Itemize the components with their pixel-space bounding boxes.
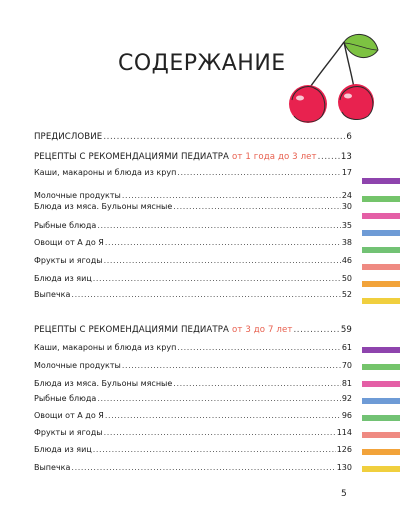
toc-entry-label: РЕЦЕПТЫ С РЕКОМЕНДАЦИЯМИ ПЕДИАТРА: [34, 152, 230, 162]
toc-entry[interactable]: [34, 408, 352, 424]
toc-entry[interactable]: [34, 271, 352, 287]
section-color-tab: [362, 230, 400, 236]
toc-page-number: 126: [336, 445, 352, 454]
toc-entry-label: Каши, макароны и блюда из круп: [34, 343, 177, 352]
section-color-tab: [362, 196, 400, 202]
toc-entry-label: Овощи от А до Я: [34, 238, 104, 247]
section-color-tab: [362, 264, 400, 270]
cherry-illustration: [282, 28, 382, 126]
toc-entry[interactable]: [34, 235, 352, 251]
toc-entry[interactable]: [34, 287, 352, 303]
toc-dot-leader: [97, 391, 341, 407]
toc-dot-leader: [104, 425, 336, 441]
toc-page-number: 96: [341, 411, 352, 420]
toc-dot-leader: [293, 322, 339, 338]
toc-section-heading[interactable]: [34, 322, 352, 338]
toc-page-number: 13: [340, 152, 352, 162]
toc-page-number: 52: [341, 290, 352, 299]
toc-entry-label: РЕЦЕПТЫ С РЕКОМЕНДАЦИЯМИ ПЕДИАТРА: [34, 325, 230, 335]
toc-entry-label: ПРЕДИСЛОВИЕ: [34, 132, 103, 142]
toc-entry[interactable]: [34, 460, 352, 476]
toc-dot-leader: [177, 165, 341, 181]
toc-entry-label: Фрукты и ягоды: [34, 428, 103, 437]
toc-entry[interactable]: [34, 376, 352, 392]
toc-entry-label: Фрукты и ягоды: [34, 256, 103, 265]
toc-entry-label: Выпечка: [34, 463, 71, 472]
toc-dot-leader: [105, 408, 341, 424]
page-number: 5: [341, 489, 347, 499]
toc-page-number: 24: [341, 191, 352, 200]
toc-entry[interactable]: [34, 218, 352, 234]
toc-dot-leader: [93, 442, 336, 458]
toc-dot-leader: [122, 358, 341, 374]
toc-section-heading[interactable]: [34, 149, 352, 165]
section-color-tab: [362, 466, 400, 472]
toc-entry[interactable]: [34, 340, 352, 356]
toc-page-number: 59: [340, 325, 352, 335]
toc-page-number: 70: [341, 361, 352, 370]
toc-dot-leader: [318, 149, 340, 165]
section-color-tab: [362, 281, 400, 287]
toc-dot-leader: [71, 460, 335, 476]
toc-page-number: 38: [341, 238, 352, 247]
toc-entry[interactable]: [34, 253, 352, 269]
toc-page-number: 130: [336, 463, 352, 472]
section-color-tab: [362, 213, 400, 219]
toc-entry[interactable]: [34, 199, 352, 215]
section-color-tab: [362, 449, 400, 455]
toc-dot-leader: [97, 218, 341, 234]
toc-entry-label: Выпечка: [34, 290, 71, 299]
toc-entry-label: Рыбные блюда: [34, 221, 97, 230]
section-color-tab: [362, 364, 400, 370]
toc-entry[interactable]: [34, 391, 352, 407]
toc-entry-label: Рыбные блюда: [34, 394, 97, 403]
toc-age-range: от 1 года до 3 лет: [232, 152, 317, 162]
toc-page-number: 81: [341, 379, 352, 388]
toc-page-number: 114: [336, 428, 352, 437]
toc-page-number: 46: [341, 256, 352, 265]
toc-entry[interactable]: [34, 442, 352, 458]
toc-dot-leader: [104, 253, 341, 269]
toc-dot-leader: [177, 340, 341, 356]
page-title: СОДЕРЖАНИЕ: [118, 51, 286, 76]
toc-entry-label: Каши, макароны и блюда из круп: [34, 168, 177, 177]
toc-age-range: от 3 до 7 лет: [232, 325, 293, 335]
toc-entry-label: Блюда из яиц: [34, 274, 92, 283]
toc-page-number: 50: [341, 274, 352, 283]
section-color-tab: [362, 298, 400, 304]
section-color-tab: [362, 398, 400, 404]
toc-dot-leader: [71, 287, 340, 303]
section-color-tab: [362, 178, 400, 184]
toc-entry-label: Молочные продукты: [34, 191, 121, 200]
toc-entry-label: Блюда из яиц: [34, 445, 92, 454]
toc-section-heading[interactable]: [34, 129, 352, 145]
toc-page-number: 92: [341, 394, 352, 403]
toc-page-number: 61: [341, 343, 352, 352]
toc-entry[interactable]: [34, 425, 352, 441]
toc-entry-label: Молочные продукты: [34, 361, 121, 370]
toc-entry[interactable]: [34, 165, 352, 181]
section-color-tab: [362, 347, 400, 353]
toc-entry[interactable]: [34, 358, 352, 374]
toc-dot-leader: [173, 376, 341, 392]
toc-entry-label: Овощи от А до Я: [34, 411, 104, 420]
section-color-tab: [362, 415, 400, 421]
toc-dot-leader: [93, 271, 341, 287]
section-color-tab: [362, 247, 400, 253]
toc-page-number: 30: [341, 202, 352, 211]
toc-page-number: 17: [341, 168, 352, 177]
toc-dot-leader: [103, 129, 345, 145]
toc-page-number: 35: [341, 221, 352, 230]
toc-entry-label: Блюда из мяса. Бульоны мясные: [34, 202, 173, 211]
toc-dot-leader: [173, 199, 341, 215]
toc-dot-leader: [105, 235, 341, 251]
toc-entry-label: Блюда из мяса. Бульоны мясные: [34, 379, 173, 388]
section-color-tab: [362, 432, 400, 438]
toc-page-number: 6: [346, 132, 352, 142]
section-color-tab: [362, 381, 400, 387]
